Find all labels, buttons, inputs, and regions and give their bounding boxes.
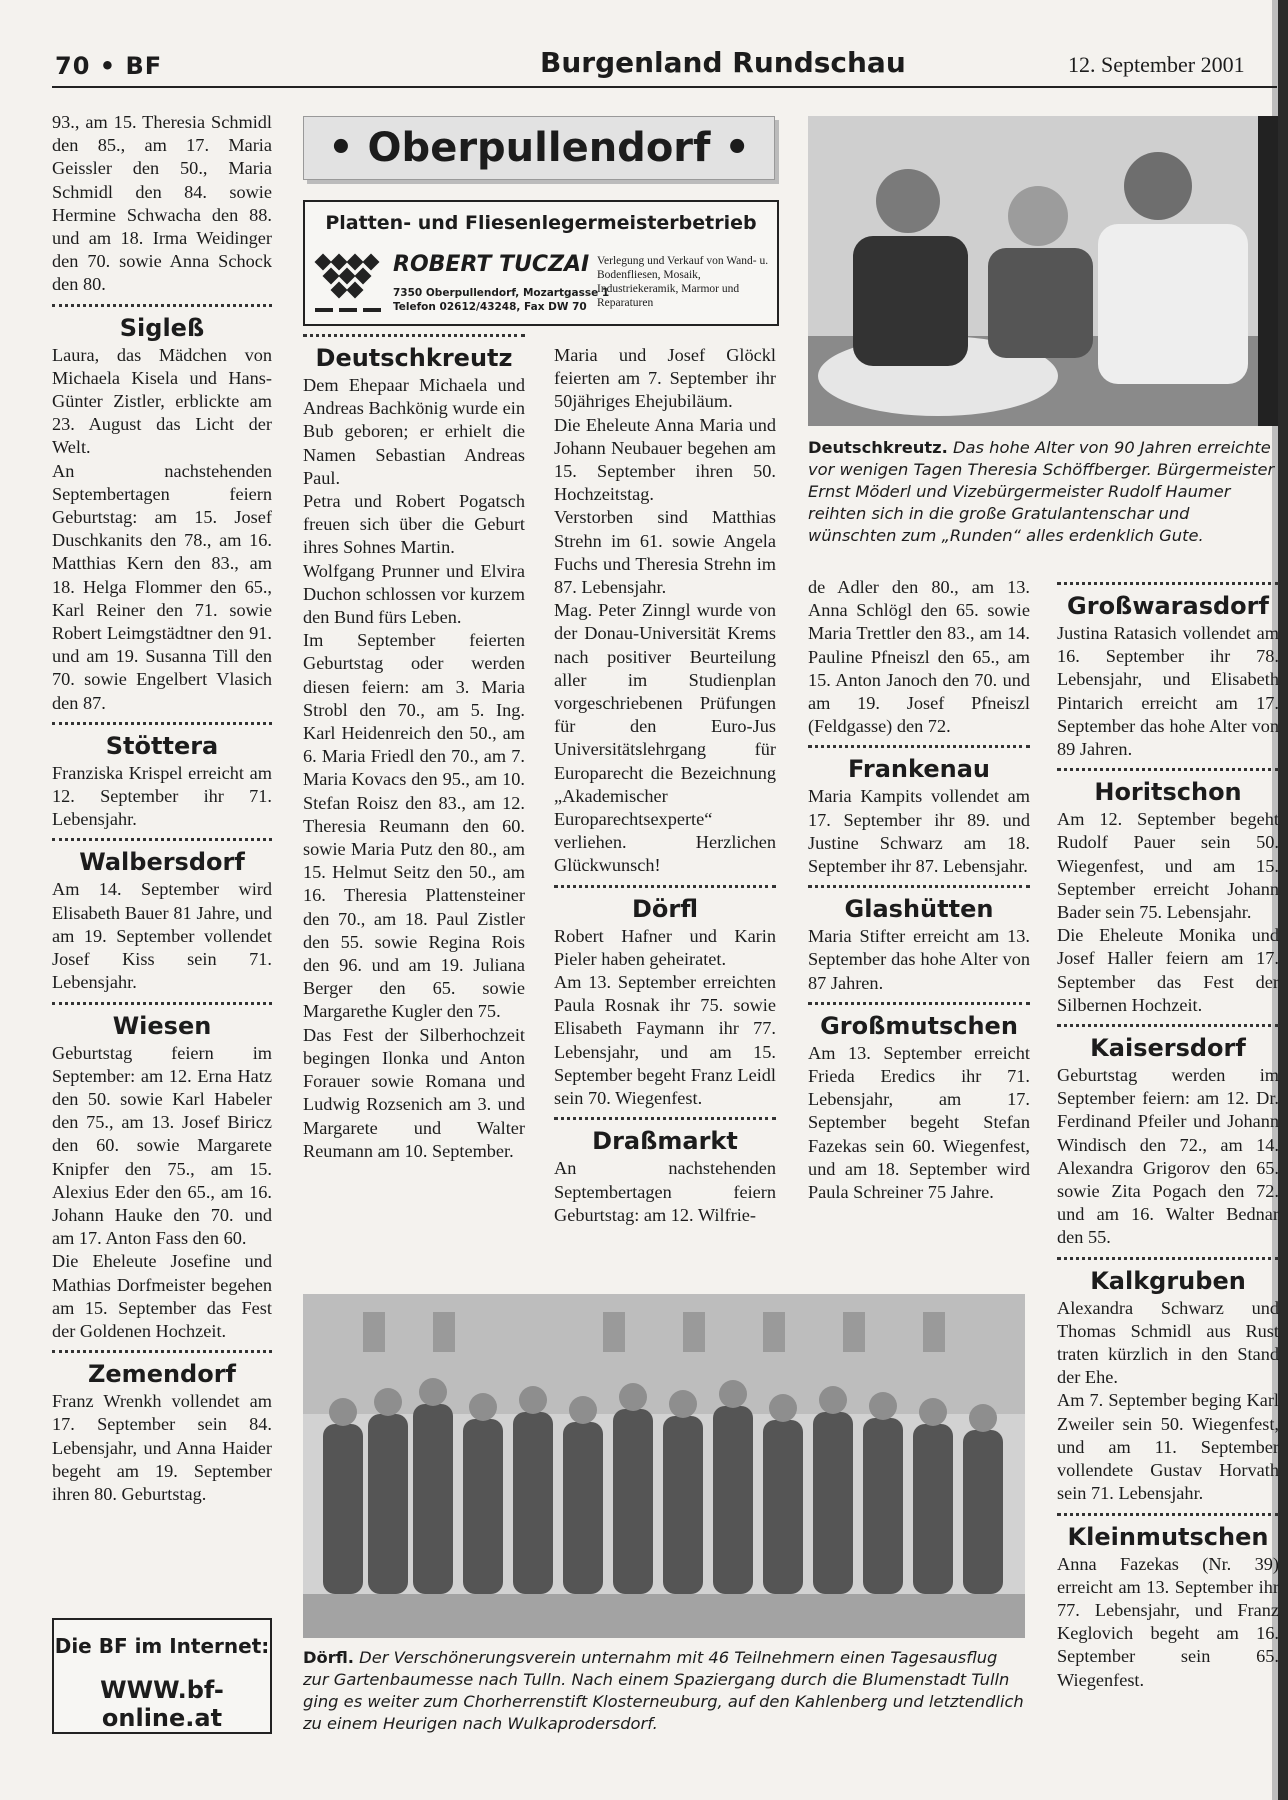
dotted-divider (52, 722, 272, 725)
photo-people-illustration (808, 116, 1278, 426)
dotted-divider (52, 304, 272, 307)
ad-company-name: ROBERT TUCZAI (393, 252, 590, 277)
article-text: Am 12. September begeht Rudolf Pauer sein 50. Wiegenfest, und am 15. September erreicht Johann Bader sein 75. Lebensjahr. (1057, 809, 1279, 923)
dotted-divider (303, 334, 525, 337)
article-text: Petra und Robert Pogatsch freuen sich über die Geburt ihres Sohnes Martin. (303, 491, 525, 558)
dotted-divider (554, 1117, 776, 1120)
column-3 (554, 344, 776, 1227)
dotted-divider (52, 1002, 272, 1005)
article-text: Geburtstag feiern im September: am 12. Erna Hatz den 50. sowie Karl Habeler den 75., am 13. Josef Biricz den 60. sowie Margarete Knipfer den 75., am 15. Alexius Eder den 65., am 16. Johann Hauke den 70. und am 17. Anton Fass den 60. (52, 1042, 272, 1249)
caption-place: Deutschkreutz. (808, 438, 948, 457)
dotted-divider (1057, 582, 1279, 585)
article-text: Am 13. September erreicht Frieda Eredics ihr 71. Lebensjahr, am 17. September begeht Stefan Fazekas sein 60. Wiegenfest, und am 18. September wird Paula Schreiner 75 Jahre. (808, 1042, 1030, 1203)
article-text: Franziska Krispel erreicht am 12. September ihr 71. Lebensjahr. (52, 762, 272, 830)
section-title-drassmarkt: Draßmarkt (592, 1127, 738, 1156)
advertisement (303, 200, 779, 326)
article-text: Maria Stifter erreicht am 13. September das hohe Alter von 87 Jahren. (808, 926, 1030, 993)
region-banner: • Oberpullendorf • (303, 116, 775, 180)
article-text: Laura, das Mädchen von Michaela Kisela und Hans-Günter Zistler, erblickte am 23. August das Licht der Welt. (52, 344, 272, 458)
dotted-divider (554, 885, 776, 888)
col1-intro: 93., am 15. Theresia Schmidl den 85., am 17. Maria Geissler den 50., Maria Schmidl den 84. sowie Hermine Schwacha den 88. und am 18. Irma Weidinger den 70. sowie Anna Schock den 80. (52, 112, 272, 295)
section-title-kalkgruben: Kalkgruben (1090, 1266, 1246, 1295)
dotted-divider (1057, 1257, 1279, 1260)
tile-logo-icon (313, 246, 387, 318)
internet-box (52, 1618, 272, 1734)
article-text: Geburtstag werden im September feiern: am 12. Dr. Ferdinand Pfeiler und Johann Windisch den 72., am 14. Alexandra Grigorov den 65. sowie Zita Pogach den 72. und am 16. Walter Bednar den 55. (1057, 1065, 1279, 1248)
dotted-divider (1057, 1513, 1279, 1516)
section-title-sigless: Sigleß (119, 313, 205, 342)
article-text: Im September feierten Geburtstag oder werden diesen feiern: am 3. Maria Strobl den 70., am 5. Ing. Karl Heidenreich den 50., am 6. Maria Friedl den 70., am 7. Maria Kovacs den 95., am 10. Stefan Roisz den 83., am 12. Theresia Reumann den 60. sowie Maria Putz den 80., am 15. Helmut Seitz den 50., am 16. Theresia Plattensteiner den 70., am 18. Paul Zistler den 55. sowie Regina Rois den 96. und am 19. Juliana Berger den 65. sowie Margarethe Kugler den 75. (303, 630, 525, 1022)
ad-phone: Telefon 02612/43248, Fax DW 70 (393, 301, 587, 313)
column-4 (808, 576, 1030, 1204)
ad-services: Verlegung und Verkauf von Wand- u. Bodenfliesen, Mosaik, Industriekeramik, Marmor und Reparaturen (597, 255, 769, 309)
newspaper-title: Burgenland Rundschau (540, 46, 906, 79)
article-text: Das Fest der Silberhochzeit begingen Ilonka und Anton Forauer sowie Romana und Ludwig Rozsenich am 3. und Margarete und Walter Reumann am 10. September. (303, 1024, 525, 1161)
section-title-glashuetten: Glashütten (844, 895, 994, 924)
photo-doerfl-group (303, 1294, 1025, 1638)
section-title-kaisersdorf: Kaisersdorf (1090, 1034, 1246, 1063)
article-text: Mag. Peter Zinngl wurde von der Donau-Universität Krems nach positiver Beurteilung aller im Studienplan vorgeschriebenen Prüfungen für den Euro-Jus Universitätslehrgang für Europarecht die Bezeichnung „Akademischer Europarechtsexperte“ verliehen. Herzlichen Glückwunsch! (554, 600, 776, 876)
section-title-wiesen: Wiesen (112, 1011, 212, 1040)
column-2 (303, 334, 525, 1163)
section-title-walbersdorf: Walbersdorf (79, 848, 245, 877)
website-link[interactable]: WWW.bf-online.at (100, 1676, 224, 1732)
dotted-divider (1057, 768, 1279, 771)
dotted-divider (808, 1002, 1030, 1005)
photo-group-illustration (303, 1294, 1025, 1638)
article-text: Am 14. September wird Elisabeth Bauer 81 Jahre, und am 19. September vollendet Josef Kiss sein 71. Lebensjahr. (52, 879, 272, 993)
article-text: Die Eheleute Monika und Josef Haller feiern am 17. September das Fest der Silbernen Hochzeit. (1057, 925, 1279, 1015)
article-text: Anna Fazekas (Nr. 39) erreicht am 13. September ihr 77. Lebensjahr, und Franz Keglovich begeht am 16. September sein 65. Wiegenfest. (1057, 1553, 1279, 1690)
header-rule (52, 86, 1277, 88)
section-title-frankenau: Frankenau (848, 755, 990, 784)
photo-caption-deutschkreutz (808, 437, 1280, 547)
photo-deutschkreutz (808, 116, 1278, 426)
column-1 (52, 111, 272, 1506)
section-title-horitschon: Horitschon (1094, 778, 1242, 807)
column-5 (1057, 582, 1279, 1692)
issue-date: 12. September 2001 (1068, 52, 1245, 77)
section-title-grosswarasdorf: Großwarasdorf (1067, 592, 1269, 620)
article-text: Alexandra Schwarz und Thomas Schmidl aus Rust traten kürzlich in den Stand der Ehe. (1057, 1297, 1279, 1388)
article-text: Verstorben sind Matthias Strehn im 61. sowie Angela Fuchs und Theresia Strehn im 87. Lebensjahr. (554, 507, 776, 598)
ad-address-block (393, 286, 609, 314)
article-text: Dem Ehepaar Michaela und Andreas Bachkönig wurde ein Bub geboren; er erhielt die Namen Sebastian Andreas Paul. (303, 375, 525, 488)
article-text: Die Eheleute Josefine und Mathias Dorfmeister begehen am 15. September das Fest der Goldenen Hochzeit. (52, 1251, 272, 1341)
ad-headline: Platten- und Fliesenlegermeisterbetrieb (325, 212, 757, 234)
dotted-divider (52, 838, 272, 841)
dotted-divider (1057, 1024, 1279, 1027)
caption-text: Der Verschönerungsverein unternahm mit 46 Teilnehmern einen Tagesausflug zur Gartenbaumesse nach Tulln. Nach einem Spaziergang durch die Blumenstadt Tulln ging es weiter zum Chorherrenstift Klosterneuburg, auf den Kahlenberg und letztendlich zu einem Heurigen nach Wulkaprodersdorf. (303, 1648, 1024, 1733)
article-text: Wolfgang Prunner und Elvira Duchon schlossen vor kurzem den Bund fürs Leben. (303, 560, 525, 628)
photo-caption-doerfl (303, 1647, 1025, 1735)
article-text: Am 7. September beging Karl Zweiler sein 50. Wiegenfest, und am 11. September vollendete Gustav Horvath sein 71. Lebensjahr. (1057, 1390, 1279, 1504)
article-text: Die Eheleute Anna Maria und Johann Neubauer begehen am 15. September ihren 50. Hochzeitstag. (554, 414, 776, 505)
dotted-divider (52, 1350, 272, 1353)
section-title-zemendorf: Zemendorf (88, 1360, 236, 1389)
section-title-doerfl: Dörfl (631, 894, 699, 923)
article-text: de Adler den 80., am 13. Anna Schlögl den 65. sowie Maria Trettler den 83., am 14. Pauline Pfneiszl den 65., am 15. Anton Janoch den 70. und am 19. Josef Pfneiszl (Feldgasse) den 72. (808, 577, 1030, 737)
section-title-kleinmutschen: Kleinmutschen (1067, 1522, 1269, 1551)
article-text: Justina Ratasich vollendet am 16. September ihr 78. Lebensjahr, und Elisabeth Pintarich erreicht am 17. September das hohe Alter von 89 Jahren. (1057, 623, 1279, 760)
internet-label: Die BF im Internet: (54, 1634, 270, 1658)
dotted-divider (808, 745, 1030, 748)
article-text: Robert Hafner und Karin Pieler haben geheiratet. (554, 925, 776, 969)
section-title-grossmutschen: Großmutschen (820, 1011, 1018, 1040)
article-text: An nachstehenden Septembertagen feiern Geburtstag: am 12. Wilfrie- (554, 1158, 776, 1225)
section-title-stoettera: Stöttera (105, 731, 219, 760)
caption-place: Dörfl. (303, 1648, 354, 1667)
caption-text: Das hohe Alter von 90 Jahren erreichte vor wenigen Tagen Theresia Schöffberger. Bürgermeister Ernst Möderl und Vizebürgermeister Rudolf Haumer reihten sich in die große Gratulantenschar und wünschten zum „Runden“ alles erdenklich Gute. (808, 438, 1275, 545)
page-number: 70 • BF (55, 52, 163, 80)
article-text: An nachstehenden Septembertagen feiern Geburtstag: am 15. Josef Duschkanits den 78., am 16. Matthias Kern den 83., am 18. Helga Flommer den 65., Karl Reiner den 71. sowie Robert Leimgstädtner den 91. und am 19. Susanna Till den 70. sowie Engelbert Vlasich den 87. (52, 460, 272, 713)
section-title-deutschkreutz: Deutschkreutz (315, 344, 513, 372)
article-text: Maria und Josef Glöckl feierten am 7. September ihr 50jähriges Ehejubiläum. (554, 345, 776, 412)
dotted-divider (808, 885, 1030, 888)
article-text: Am 13. September erreichten Paula Rosnak ihr 75. sowie Elisabeth Faymann ihr 77. Lebensjahr, und am 15. September begeht Franz Leidl sein 70. Wiegenfest. (554, 972, 776, 1109)
page-edge-shadow (1278, 0, 1288, 1800)
ad-address: 7350 Oberpullendorf, Mozartgasse 1 (393, 287, 610, 299)
article-text: Maria Kampits vollendet am 17. September ihr 89. und Justine Schwarz am 18. September ihr 87. Lebensjahr. (808, 786, 1030, 877)
article-text: Franz Wrenkh vollendet am 17. September sein 84. Lebensjahr, und Anna Haider begeht am 19. September ihren 80. Geburtstag. (52, 1391, 272, 1504)
